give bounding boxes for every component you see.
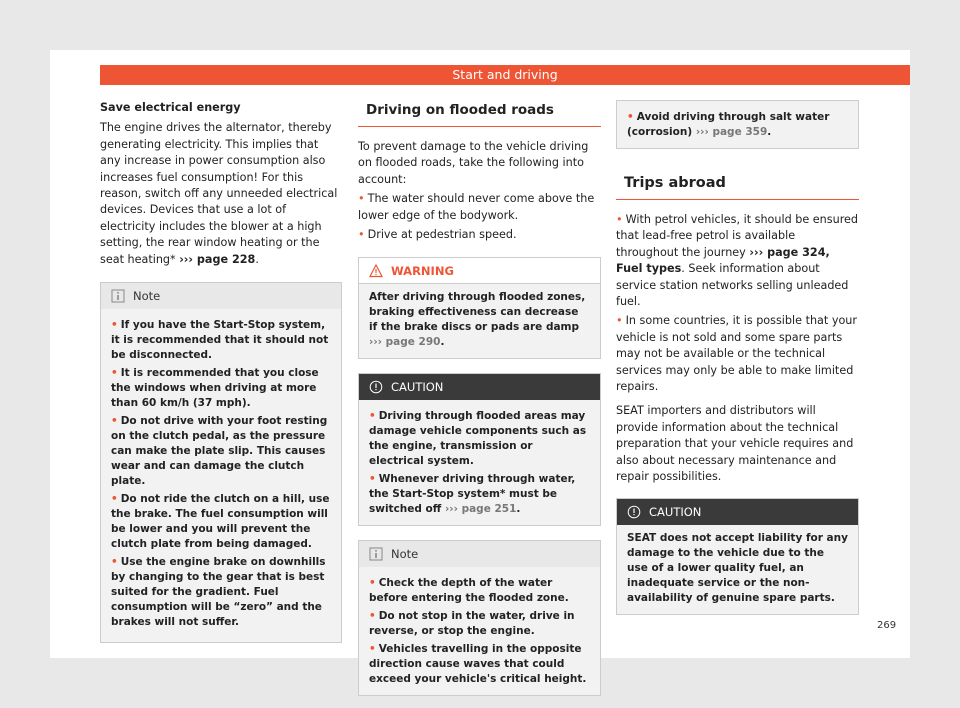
note-item: • Vehicles travelling in the opposite direction cause waves that could exceed your vehicle's critical height. xyxy=(369,643,587,686)
page-reference-link[interactable]: ››› page 290 xyxy=(369,336,441,349)
caution-circle-icon xyxy=(627,505,641,519)
caution-header xyxy=(617,499,858,525)
note-item: • If you have the Start-Stop system, it is recommended that it should not be disconnected. xyxy=(111,319,329,362)
chapter-header: Start and driving xyxy=(100,65,910,85)
section-heading: Driving on flooded roads xyxy=(358,100,601,127)
list-item: • Drive at pedestrian speed. xyxy=(358,228,517,242)
note-title: Note xyxy=(391,547,419,562)
section-heading: Trips abroad xyxy=(616,167,859,200)
note-item: • Do not stop in the water, drive in reverse, or stop the engine. xyxy=(369,610,575,638)
caution-circle-icon xyxy=(369,380,383,394)
caution-title: CAUTION xyxy=(391,380,444,395)
page-reference-link[interactable]: ››› page 251 xyxy=(444,503,517,516)
caution-text: SEAT does not accept liability for any damage to the vehicle due to the use of a lower quality fuel, an inadequate service or the non-availability of genuine spare parts. xyxy=(627,531,848,604)
column-1 xyxy=(100,100,342,643)
column-2 xyxy=(358,100,601,696)
paragraph-text: The engine drives the alternator, thereby generating electricity. This implies that any increase in power consumption also increases fuel consumption! For this reason, switch off any unneeded electrical devices. Devices that use a lot of electricity includes the blower at a high setting, the rear window heating or the seat heating* xyxy=(100,121,338,266)
warning-title: WARNING xyxy=(391,263,454,278)
warning-header xyxy=(359,258,600,284)
note-item: • Avoid driving through salt water (corrosion) ››› page 359. xyxy=(627,111,830,138)
caution-box xyxy=(616,498,859,615)
note-box xyxy=(100,282,342,643)
note-item: • Use the engine brake on downhills by changing to the gear that is best suited for the gradient. Fuel consumption will be “zero” and the brakes will not suffer. xyxy=(111,556,326,629)
note-header xyxy=(101,283,341,309)
paragraph-end: . xyxy=(255,252,259,266)
page xyxy=(50,50,910,686)
note-box xyxy=(358,540,601,696)
note-item: • Check the depth of the water before entering the flooded zone. xyxy=(369,577,569,605)
info-icon xyxy=(111,289,125,303)
page-reference-link[interactable]: ››› page 324, Fuel types xyxy=(616,245,830,276)
caution-item: • Whenever driving through water, the Start-Stop system* must be switched off ››› page 251. xyxy=(369,473,576,516)
paragraph xyxy=(100,120,342,268)
caution-item: • Driving through flooded areas may damage vehicle components such as the engine, transmission or electrical system. xyxy=(369,410,587,468)
note-title: Note xyxy=(133,289,161,304)
warning-triangle-icon xyxy=(369,264,383,278)
intro-paragraph: To prevent damage to the vehicle driving on flooded roads, take the following into account: xyxy=(358,140,589,186)
note-header xyxy=(359,541,600,567)
note-item: • Do not ride the clutch on a hill, use the brake. The fuel consumption will be lower and you will prevent the clutch plate from being damaged. xyxy=(111,493,330,551)
list-item: • In some countries, it is possible that your vehicle is not sold and some spare parts may not be available or the technical services may only be able to make limited repairs. xyxy=(616,314,857,394)
caution-header xyxy=(359,374,600,400)
note-item: • Do not drive with your foot resting on the clutch pedal, as the pressure can make the plate slip. This causes wear and can damage the clutch plate. xyxy=(111,415,328,488)
warning-box xyxy=(358,257,601,359)
column-3 xyxy=(616,100,859,615)
caution-title: CAUTION xyxy=(649,504,702,519)
page-number: 269 xyxy=(877,620,897,631)
page-reference-link[interactable]: ››› page 228 xyxy=(179,252,256,266)
list-item: • With petrol vehicles, it should be ensured that lead-free petrol is available throughout the journey ››› page 324, Fuel types. Seek information about service station networks selling unleaded fuel. xyxy=(616,213,859,309)
warning-text: After driving through flooded zones, braking effectiveness can decrease if the brake discs or pads are damp ››› page 290. xyxy=(369,291,586,349)
note-item: • It is recommended that you close the windows when driving at more than 60 km/h (37 mph). xyxy=(111,367,319,410)
info-icon xyxy=(369,547,383,561)
paragraph: SEAT importers and distributors will provide information about the technical preparation that your vehicle requires and also about necessary maintenance and repair possibilities. xyxy=(616,404,854,484)
list-item: • The water should never come above the lower edge of the bodywork. xyxy=(358,192,595,222)
page-reference-link[interactable]: ››› page 359 xyxy=(695,126,768,138)
section-heading: Save electrical energy xyxy=(100,101,241,114)
note-continuation-box xyxy=(616,100,859,149)
caution-box xyxy=(358,373,601,526)
